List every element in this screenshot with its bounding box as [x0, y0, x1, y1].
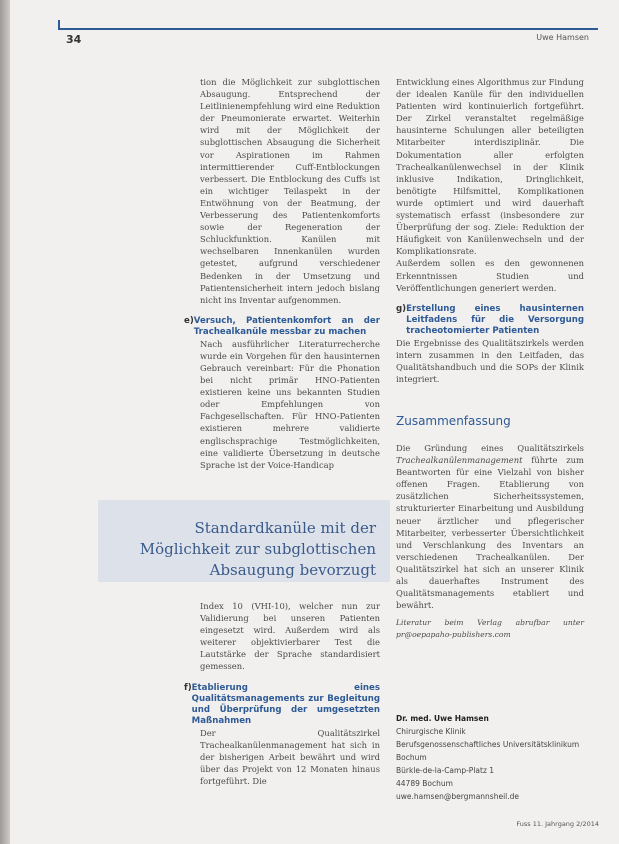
summary-heading: Zusammenfassung: [396, 414, 511, 428]
left-intro-paragraph: tion die Möglichkeit zur subglottischen Absaugung. Entsprechend der Leitlinienempfehlung wird eine Reduktion der Pneumonierate erwartet. Weiterhin wird mit der Möglichkeit der subglottischen Absaugung die Sicherheit vor Aspirationen im Rahmen intermittierender Cuff-Entblockungen verbessert. Die Entblockung des Cuffs ist ein wichtiger Teilaspekt in der Entwöhnung von der Beatmung, der Verbesserung des Patientenkomforts sowie der Regeneration der Schluckfunktion. Kanülen mit wechselbaren Innenkanülen wurden getestet, aufgrund verschiedener Bedenken in der Umsetzung und Patientensicherheit intern jedoch bislang nicht ins Inventar aufgenommen.: [200, 77, 380, 305]
page-number: 34: [66, 33, 82, 46]
author-line: Bürkle-de-la-Camp-Platz 1: [396, 766, 495, 775]
section-e-heading: [184, 315, 380, 338]
left-column-upper: [184, 76, 380, 471]
author-line: 44789 Bochum: [396, 779, 453, 788]
footer-issue-ref: Fuss 11. Jahrgang 2/2014: [516, 820, 599, 828]
left-column-lower: [184, 600, 380, 787]
section-f-title: Etablierung eines Qualitätsmanagements zur Begleitung und Überprüfung der umgesetzten Maßnahmen: [191, 682, 380, 726]
summary-text-rest: führte zum Beantworten für eine Vielzahl von bisher offenen Fragen. Etablierung von zusätzlichen Sicherheitssystemen, strukturierter Einarbeitung und Ausbildung neuer ärztlicher und pflegerischer Mitarbeiter, verbesserter Übersichtlichkeit und Verschlankung des Inventars an verschiedenen Trachealkanülen. Der Qualitätszirkel hat sich an unserer Klinik als dauerhaftes Instrument des Qualitätsmanagements etabliert und bewährt.: [396, 455, 584, 611]
pullquote-box: [98, 500, 390, 582]
binding-shadow: [0, 0, 10, 844]
section-g-heading: [396, 303, 584, 337]
section-f-heading: [184, 682, 380, 727]
reference-note: Literatur beim Verlag abrufbar unter pr@oepapaho-publishers.com: [396, 618, 584, 640]
section-e-letter: e): [184, 315, 194, 326]
author-line: Bochum: [396, 753, 427, 762]
summary-text-prefix: Die Gründung eines Qualitätszirkels: [396, 443, 584, 453]
section-f-text: Der Qualitätszirkel Trachealkanülenmanagement hat sich in der bisherigen Arbeit bewährt und wird über das Projekt von 12 Monaten hinaus fortgeführt. Die: [200, 727, 380, 786]
right-intro-paragraph: Entwicklung eines Algorithmus zur Findung der idealen Kanüle für den individuellen Patienten wird kontinuierlich fortgeführt. Der Zirkel veranstaltet regelmäßige hausinterne Schulungen aller beteiligten Mitarbeiter interdisziplinär. Die Dokumentation aller erfolgten Trachealkanülenwechsel in der Klinik inklusive Indikation, Dringlichkeit, benötigte Hilfsmittel, Komplikationen wurde optimiert und wird dauerhaft systematisch erfasst (insbesondere zur Überprüfung der sog. Ziele: Reduktion der Häufigkeit von Kanülenwechseln und der Komplikationsrate.: [396, 77, 584, 257]
author-name: Dr. med. Uwe Hamsen: [396, 714, 489, 723]
author-line: Berufsgenossenschaftliches Universitätsklinikum: [396, 740, 580, 749]
section-g-text: Die Ergebnisse des Qualitätszirkels werden intern zusammen in den Leitfaden, das Qualitätshandbuch und die SOPs der Klinik integriert.: [396, 337, 584, 384]
section-f-letter: f): [184, 682, 192, 693]
left-continued-paragraph: Index 10 (VHI-10), welcher nun zur Validierung bei unseren Patienten eingesetzt wird. Außerdem wird als weiterer objektivierbarer Test die Lautstärke der Sprache standardisiert gemessen.: [200, 601, 380, 672]
header-rule: [58, 28, 598, 30]
author-email-link[interactable]: uwe.hamsen@bergmannsheil.de: [396, 792, 520, 801]
author-line: Chirurgische Klinik: [396, 727, 466, 736]
running-header: Uwe Hamsen: [536, 33, 589, 42]
section-e-title: Versuch, Patientenkomfort an der Trachealkanüle messbar zu machen: [193, 315, 380, 337]
section-e-text: Nach ausführlicher Literaturrecherche wurde ein Vorgehen für den hausinternen Gebrauch vereinbart: Für die Phonation bei nicht primär HNO-Patienten existieren keine uns bekannten Studien oder Empfehlungen von Fachgesellschaften. Für HNO-Patienten existieren mehrere validierte englischsprachige Testmöglichkeiten, eine validierte Übersetzung in deutsche Sprache ist der Voice-Handicap: [200, 338, 380, 470]
right-outro-paragraph: Außerdem sollen es den gewonnenen Erkenntnissen Studien und Veröffentlichungen generiert werden.: [396, 258, 584, 293]
right-column-summary: [396, 442, 584, 642]
section-g-letter: g): [396, 303, 407, 314]
pullquote-text: Standardkanüle mit der Möglichkeit zur subglottischen Absaugung bevorzugt: [139, 519, 376, 579]
right-column-upper: [396, 76, 584, 385]
summary-paragraph: [396, 442, 584, 611]
summary-text-italic: Trachealkanülenmanagement: [396, 455, 523, 466]
section-g-title: Erstellung eines hausinternen Leitfadens für die Versorgung tracheotomierter Patienten: [406, 303, 584, 336]
author-block: [396, 712, 579, 803]
